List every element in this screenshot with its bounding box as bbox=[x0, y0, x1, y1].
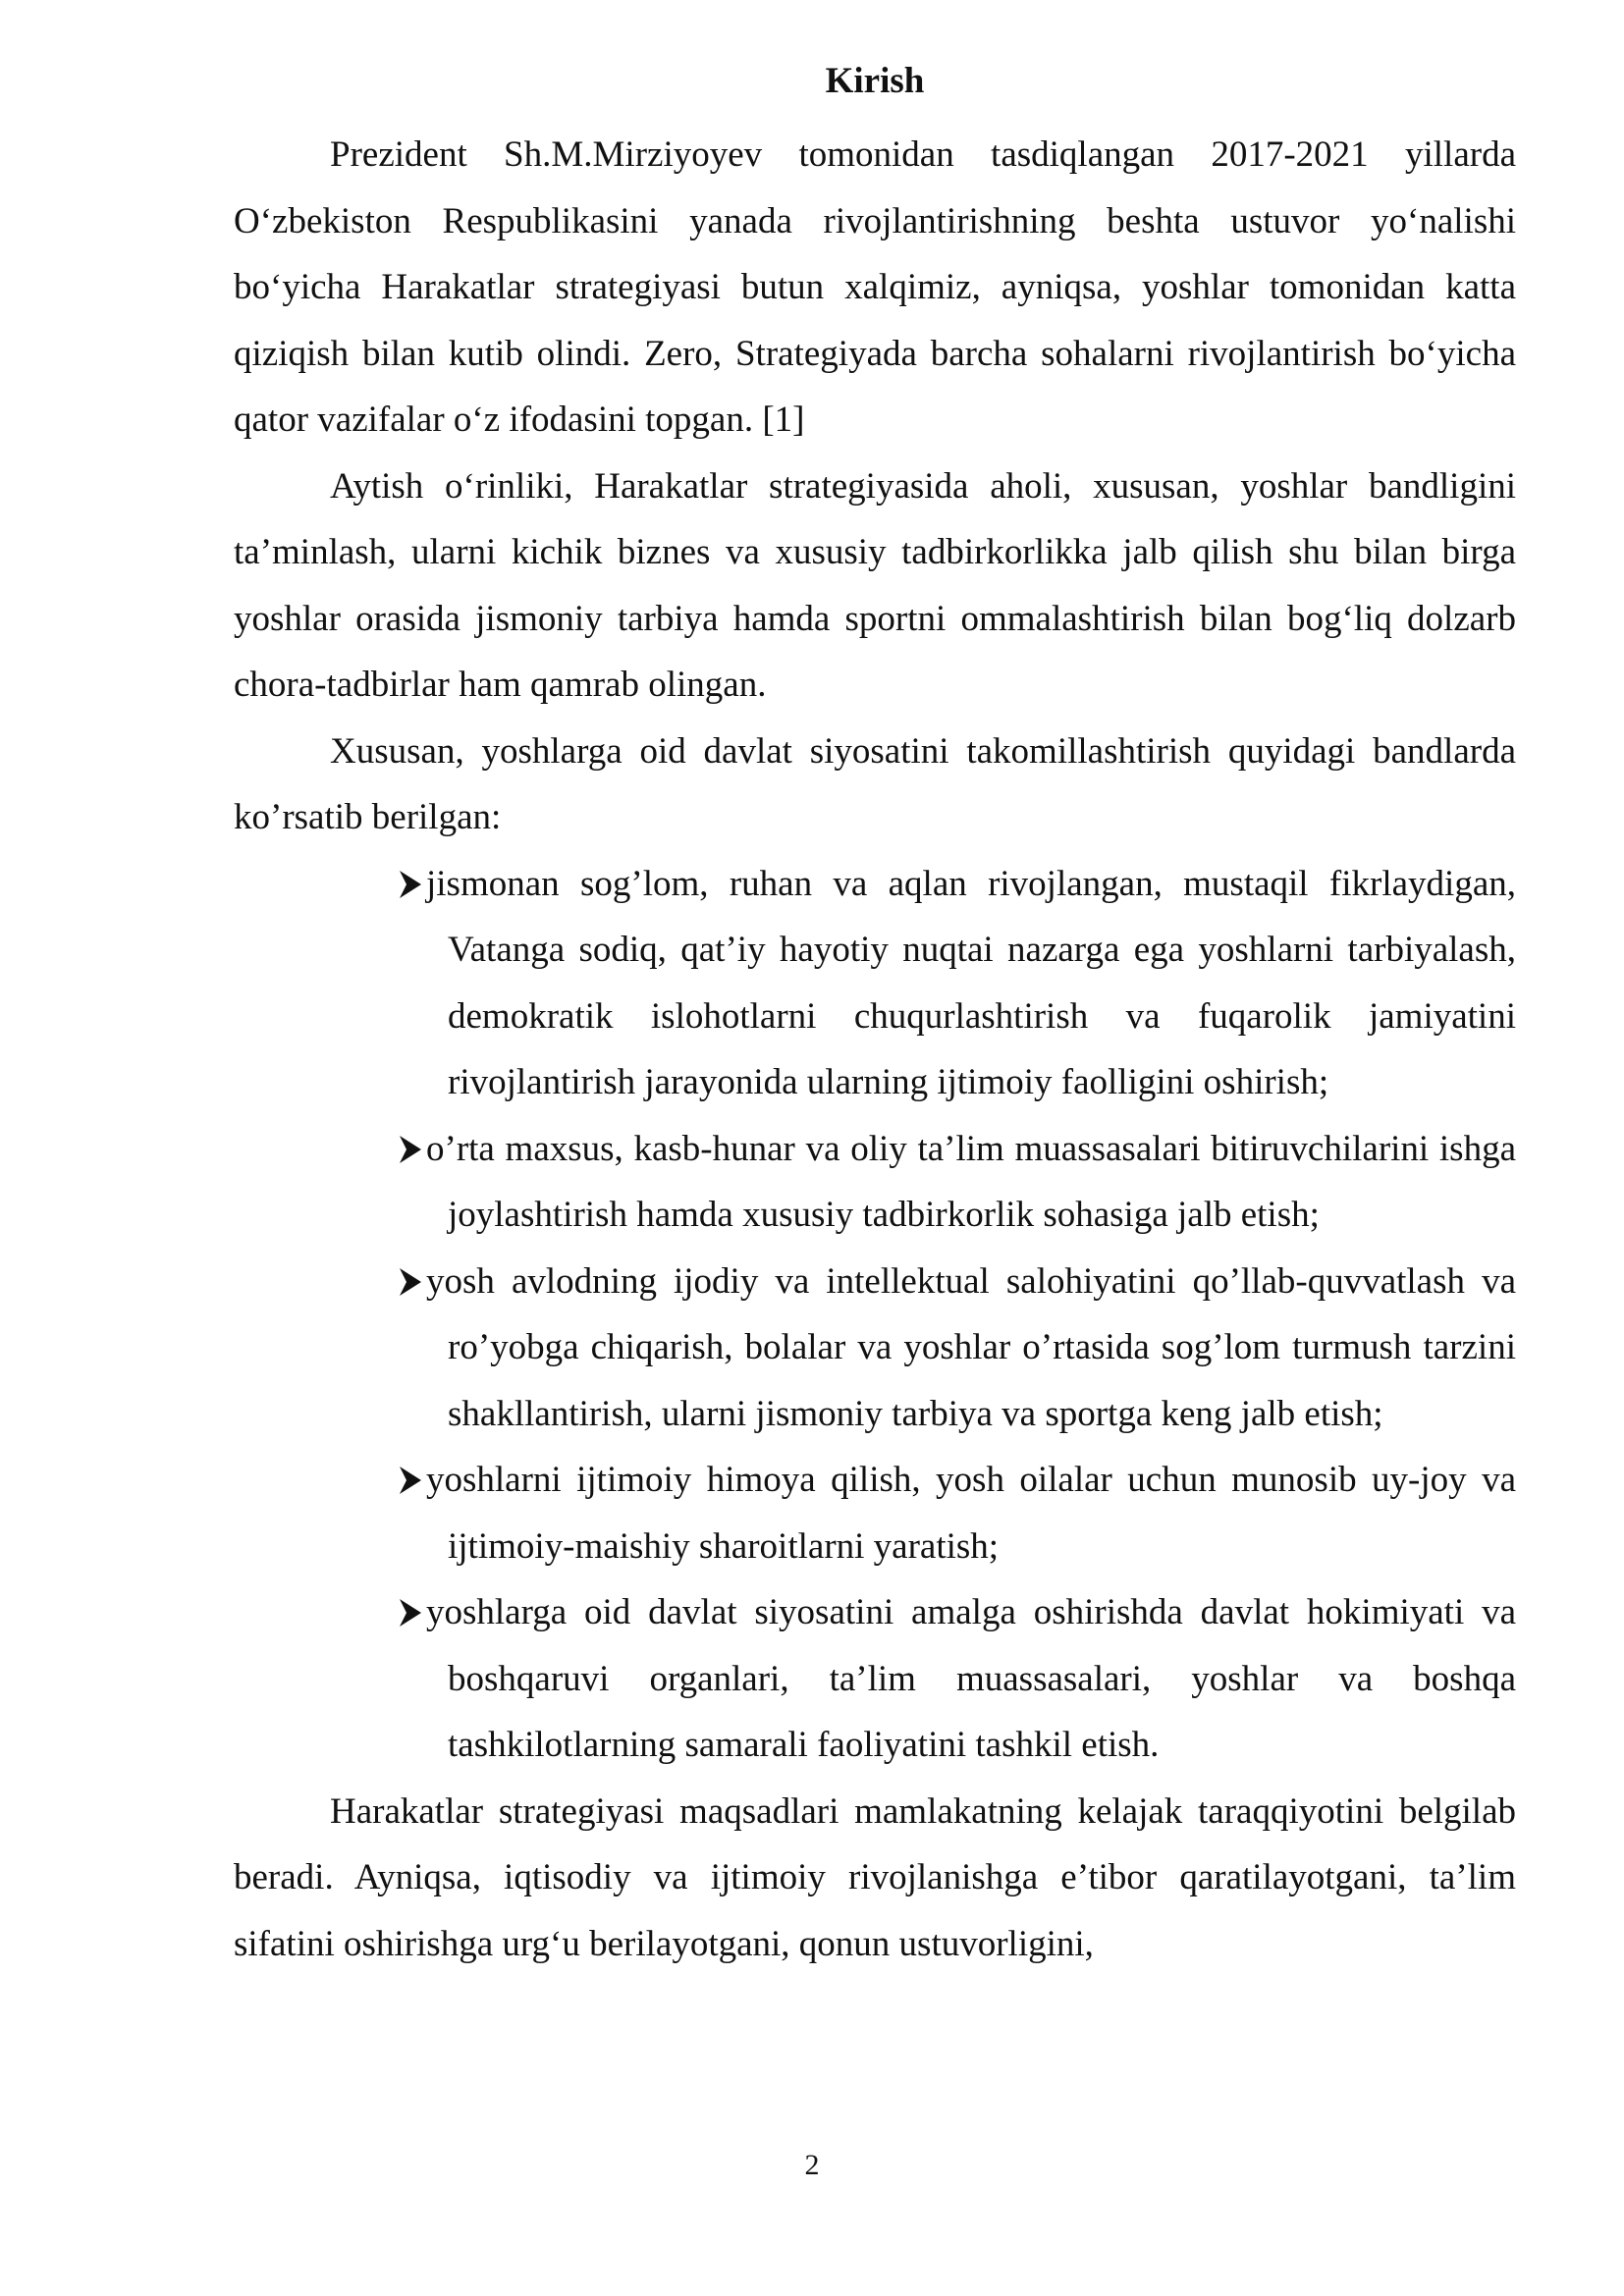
bullet-text: yoshlarni ijtimoiy himoya qilish, yosh oilalar uchun munosib uy-joy va ijtimoiy-maishiy sharoitlarni yaratish; bbox=[426, 1460, 1516, 1567]
paragraph-closing: Harakatlar strategiyasi maqsadlari mamlakatning kelajak taraqqiyotini belgilab beradi. Ayniqsa, iqtisodiy va ijtimoiy rivojlanishga e’tibor qaratilayotgani, ta’lim sifatini oshirishga urg‘u berilayotgani, qonun ustuvorligini, bbox=[234, 1790, 1516, 1964]
bullet-item bbox=[400, 1249, 1516, 1448]
arrowhead-bullet-icon bbox=[398, 1116, 423, 1182]
arrowhead-bullet-icon bbox=[398, 851, 423, 917]
bullet-text: jismonan sog’lom, ruhan va aqlan rivojlangan, mustaqil fikrlaydigan, Vatanga sodiq, qat’iy hayotiy nuqtai nazarga ega yoshlarni tarbiyalash, demokratik islohotlarni chuqurlashtirish va fuqarolik jamiyatini rivojlantirish jarayonida ularning ijtimoiy faolligini oshirish; bbox=[426, 863, 1516, 1102]
paragraph-strategy: Aytish o‘rinliki, Harakatlar strategiyasida aholi, xususan, yoshlar bandligini ta’minlash, ularni kichik biznes va xususiy tadbirkorlikka jalb qilish shu bilan birga yoshlar orasida jismoniy tarbiya hamda sportni ommalashtirish bilan bog‘liq dolzarb chora-tadbirlar ham qamrab olingan. bbox=[234, 465, 1516, 705]
arrowhead-bullet-icon bbox=[398, 1579, 423, 1645]
bullet-text: o’rta maxsus, kasb-hunar va oliy ta’lim muassasalari bitiruvchilarini ishga joylashtirish hamda xususiy tadbirkorlik sohasiga jalb etish; bbox=[426, 1128, 1516, 1235]
page-number: 2 bbox=[804, 2149, 820, 2181]
arrowhead-bullet-icon bbox=[398, 1447, 423, 1513]
bullet-item bbox=[400, 1447, 1516, 1579]
bullet-item bbox=[400, 1579, 1516, 1779]
paragraph-youth-policy: Xususan, yoshlarga oid davlat siyosatini takomillashtirish quyidagi bandlarda ko’rsatib berilgan: bbox=[234, 730, 1516, 837]
bullet-item bbox=[400, 1116, 1516, 1249]
bullet-item bbox=[400, 851, 1516, 1116]
arrowhead-bullet-icon bbox=[398, 1249, 423, 1314]
paragraph-intro: Prezident Sh.M.Mirziyoyev tomonidan tasdiqlangan 2017-2021 yillarda O‘zbekiston Respublikasini yanada rivojlantirishning beshta ustuvor yo‘nalishi bo‘yicha Harakatlar strategiyasi butun xalqimiz, ayniqsa, yoshlar tomonidan katta qiziqish bilan kutib olindi. Zero, Strategiyada barcha sohalarni rivojlantirish bo‘yicha qator vazifalar o‘z ifodasini topgan. [1] bbox=[234, 134, 1516, 440]
document-page bbox=[234, 57, 1516, 1977]
bullet-text: yosh avlodning ijodiy va intellektual salohiyatini qo’llab-quvvatlash va ro’yobga chiqarish, bolalar va yoshlar o’rtasida sog’lom turmush tarzini shakllantirish, ularni jismoniy tarbiya va sportga keng jalb etish; bbox=[426, 1260, 1516, 1434]
page-title: Kirish bbox=[825, 61, 925, 101]
bullet-list bbox=[234, 851, 1516, 1779]
bullet-text: yoshlarga oid davlat siyosatini amalga oshirishda davlat hokimiyati va boshqaruvi organlari, ta’lim muassasalari, yoshlar va boshqa tashkilotlarning samarali faoliyatini tashkil etish. bbox=[426, 1592, 1516, 1765]
